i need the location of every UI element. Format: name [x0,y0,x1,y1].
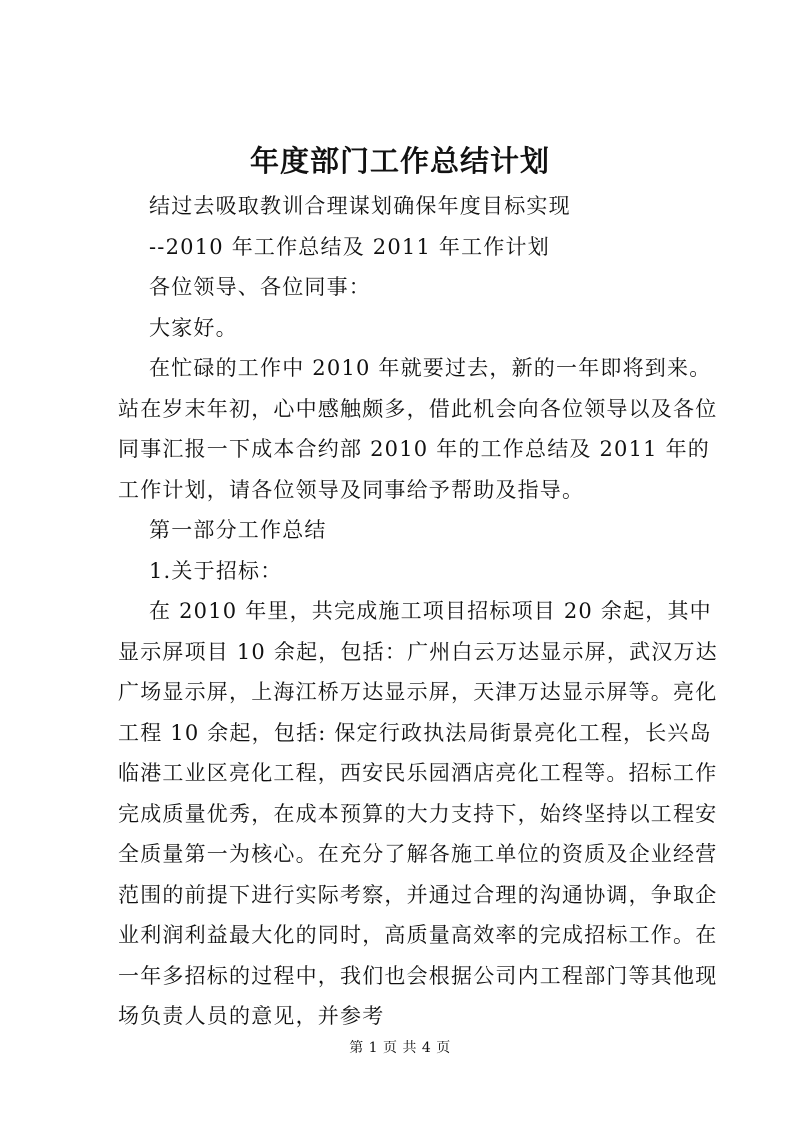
document-body [118,186,718,1037]
page-footer: 第 1 页 共 4 页 [349,1040,451,1056]
section-heading: 第一部分工作总结 [149,518,327,542]
bidding-paragraph: 在 2010 年里，共完成施工项目招标项目 20 余起，其中显示屏项目 10 余起，包括：广州白云万达显示屏，武汉万达广场显示屏，上海江桥万达显示屏，天津万达显示屏等。亮化工程 10 余起，包括: 保定行政执法局街景亮化工程，长兴岛临港工业区亮化工程，西安民乐园酒店亮化工程等。招标工作完成质量优秀，在成本预算的大力支持下，始终坚持以工程安全质量第一为核心。在充分了解各施工单位的资质及企业经营范围的前提下进行实际考察，并通过合理的沟通协调，争取企业利润利益最大化的同时，高质量高效率的完成招标工作。在一年多招标的过程中，我们也会根据公司内工程部门等其他现场负责人员的意见，并参考 [118,599,718,1028]
salutation: 各位领导、各位同事： [149,275,371,299]
intro-paragraph: 在忙碌的工作中 2010 年就要过去，新的一年即将到来。站在岁末年初，心中感触颇多，借此机会向各位领导以及各位同事汇报一下成本合约部 2010 年的工作总结及 2011 年的工作计划，请各位领导及同事给予帮助及指导。 [118,356,718,502]
subtitle-years-line: --2010 年工作总结及 2011 年工作计划 [149,234,550,259]
subtitle-line: 结过去吸取教训合理谋划确保年度目标实现 [149,194,571,218]
subsection-heading: 1.关于招标： [149,558,283,583]
document-title: 年度部门工作总结计划 [249,144,550,178]
greeting: 大家好。 [149,315,238,340]
